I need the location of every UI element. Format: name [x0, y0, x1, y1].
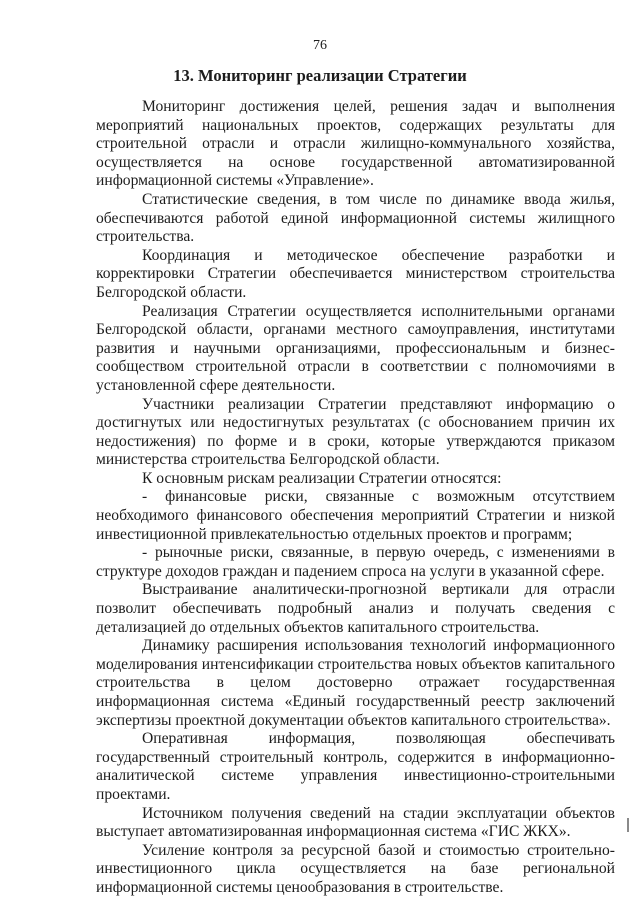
paragraph-cost-control: Усиление контроля за ресурсной базой и стоимостью строительно-инвестиционного цикла осуществляется на базе региональной информационной системы ценообразования в строительстве. [96, 841, 615, 896]
list-item-market-risks: - рыночные риски, связанные, в первую очередь, с изменениями в структуре доходов граждан и падением спроса на услуги в указанной сфере. [96, 544, 615, 580]
paragraph-analytics: Выстраивание аналитически-прогнозной вертикали для отрасли позволит обеспечивать подробный анализ и получать сведения с детализацией до отдельных объектов капитального строительства. [96, 581, 615, 636]
paragraph-monitoring: Мониторинг достижения целей, решения задач и выполнения мероприятий национальных проектов, содержащих результаты для строительной отрасли и отрасли жилищно-коммунального хозяйства, осуществляется на основе государственной автоматизированной информационной системы «Управление». [96, 98, 615, 190]
body-text [96, 98, 615, 898]
section-title: 13. Мониторинг реализации Стратегии [173, 66, 467, 85]
list-item-financial-risks: - финансовые риски, связанные с возможным отсутствием необходимого финансового обеспечения мероприятий Стратегии и низкой инвестиционной привлекательностью отдельных проектов и программ; [96, 488, 615, 543]
paragraph-operational-info: Оперативная информация, позволяющая обеспечивать государственный строительный контроль, содержится в информационно-аналитической системе управления инвестиционно-строительными проектами. [96, 730, 615, 803]
paragraph-risks-intro: К основным рискам реализации Стратегии относятся: [142, 469, 502, 487]
paragraph-participants: Участники реализации Стратегии представляют информацию о достигнутых или недостигнутых результатах (с обоснованием причин их недостижения) по форме и в сроки, которые утверждаются приказом министерства строительства Белгородской области. [96, 395, 615, 469]
paragraph-statistics: Статистические сведения, в том числе по динамике ввода жилья, обеспечиваются работой единой информационной системы жилищного строительства. [96, 190, 615, 246]
paragraph-exploitation-source: Источником получения сведений на стадии эксплуатации объектов выступает автоматизированная информационная система «ГИС ЖКХ». [96, 804, 615, 841]
scan-edge-mark [627, 818, 629, 832]
page-number: 76 [313, 38, 327, 53]
paragraph-coordination: Координация и методическое обеспечение разработки и корректировки Стратегии обеспечивается министерством строительства Белгородской области. [96, 246, 615, 301]
paragraph-implementation: Реализация Стратегии осуществляется исполнительными органами Белгородской области, органами местного самоуправления, институтами развития и научными организациями, профессиональным и бизнес-сообществом строительной отрасли в соответствии с полномочиями в установленной сфере деятельности. [96, 302, 615, 394]
paragraph-bim-dynamics: Динамику расширения использования технологий информационного моделирования интенсификации строительства новых объектов капитального строительства в целом достоверно отражает государственная информационная система «Единый государственный реестр заключений экспертизы проектной документации объектов капитального строительства». [96, 637, 615, 729]
